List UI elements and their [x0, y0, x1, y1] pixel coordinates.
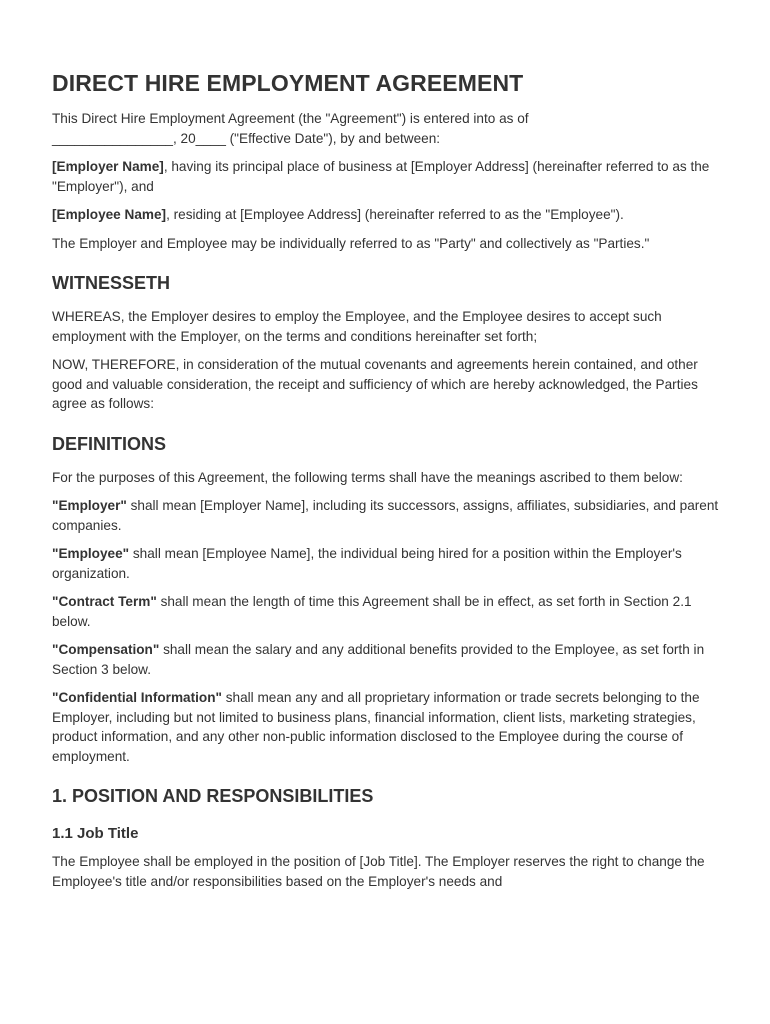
- employer-party-text: , having its principal place of business at [Employer Address] (hereinafter referred to as the "Employer"), and: [52, 159, 710, 194]
- intro-line-2: ________________, 20____ ("Effective Date"), by and between:: [52, 130, 441, 146]
- document-page: [52, 70, 724, 900]
- employee-party-paragraph: [52, 205, 724, 225]
- definition-term: "Compensation": [52, 642, 160, 657]
- definitions-heading: DEFINITIONS: [52, 433, 167, 454]
- job-title-paragraph: The Employee shall be employed in the position of [Job Title]. The Employer reserves the right to change the Employee's title and/or responsibilities based on the Employer's needs and: [52, 854, 705, 889]
- employer-party-paragraph: [52, 157, 724, 196]
- employee-party-text: , residing at [Employee Address] (hereinafter referred to as the "Employee").: [166, 207, 624, 222]
- employer-name-placeholder: [Employer Name]: [52, 159, 164, 174]
- definition-employee: [52, 544, 724, 583]
- definition-contract-term: [52, 592, 724, 631]
- definition-term: "Confidential Information": [52, 690, 222, 705]
- definition-text: shall mean the length of time this Agreement shall be in effect, as set forth in Section 2.1 below.: [52, 594, 692, 629]
- employee-name-placeholder: [Employee Name]: [52, 207, 167, 222]
- whereas-paragraph: WHEREAS, the Employer desires to employ the Employee, and the Employee desires to accept such employment with the Employer, on the terms and conditions hereinafter set forth;: [52, 309, 662, 344]
- now-therefore-paragraph: NOW, THEREFORE, in consideration of the mutual covenants and agreements herein contained, and other good and valuable consideration, the receipt and sufficiency of which are hereby acknowledged, the Parties agree as follows:: [52, 357, 698, 411]
- intro-paragraph: [52, 109, 724, 148]
- intro-line-1: This Direct Hire Employment Agreement (the "Agreement") is entered into as of: [52, 111, 529, 126]
- definition-text: shall mean any and all proprietary information or trade secrets belonging to the Employer, including but not limited to business plans, financial information, client lists, marketing strategies, product information, and any other non-public information disclosed to the Employee during the course of employment.: [52, 690, 700, 764]
- definition-term: "Employer": [52, 498, 127, 513]
- definitions-intro: For the purposes of this Agreement, the following terms shall have the meanings ascribed to them below:: [52, 469, 683, 485]
- definition-employer: [52, 496, 724, 535]
- definition-confidential-information: [52, 688, 724, 766]
- definition-text: shall mean [Employee Name], the individual being hired for a position within the Employer's organization.: [52, 546, 682, 581]
- definition-term: "Contract Term": [52, 594, 157, 609]
- definition-compensation: [52, 640, 724, 679]
- section-1-1-heading: 1.1 Job Title: [52, 825, 139, 842]
- witnesseth-heading: WITNESSETH: [52, 273, 171, 293]
- definition-term: "Employee": [52, 546, 130, 561]
- section-1-heading: 1. POSITION AND RESPONSIBILITIES: [52, 786, 374, 806]
- definition-text: shall mean the salary and any additional benefits provided to the Employee, as set forth in Section 3 below.: [52, 642, 705, 677]
- definition-text: shall mean [Employer Name], including its successors, assigns, affiliates, subsidiaries, and parent companies.: [52, 498, 719, 533]
- document-title: DIRECT HIRE EMPLOYMENT AGREEMENT: [52, 70, 524, 96]
- parties-paragraph: The Employer and Employee may be individually referred to as "Party" and collectively as "Parties.": [52, 235, 650, 251]
